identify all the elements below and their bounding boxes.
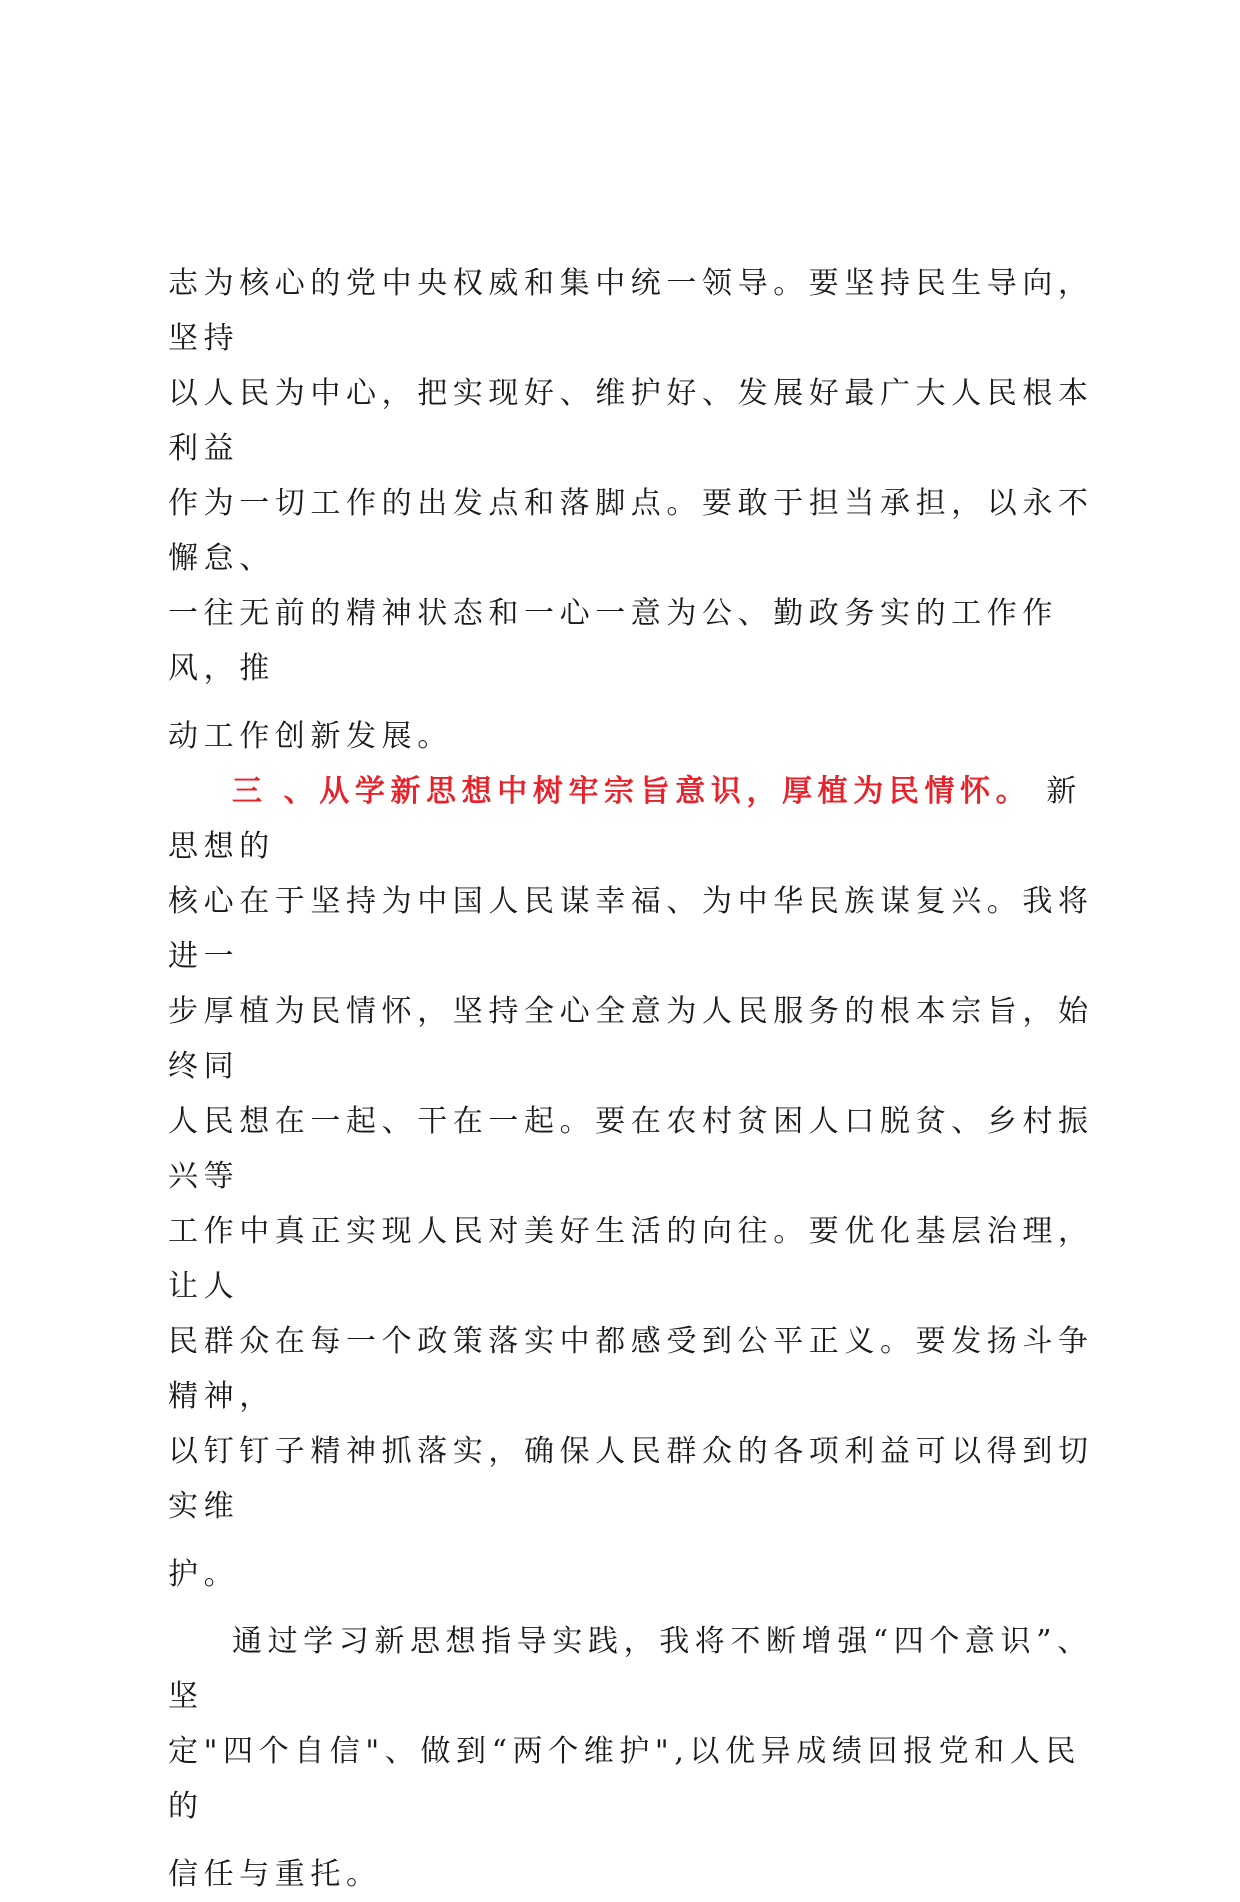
paragraph-1-last-line: 动工作创新发展。 bbox=[168, 719, 453, 754]
paragraph-3-line-2: 定"四个自信"、做到“两个维护",以优异成绩回报党和人民的 bbox=[168, 1734, 1082, 1824]
paragraph-2-line-3: 步厚植为民情怀，坚持全心全意为人民服务的根本宗旨，始终同 bbox=[168, 994, 1094, 1084]
paragraph-2-last-line: 护。 bbox=[168, 1557, 240, 1592]
document-body bbox=[168, 256, 1098, 1902]
paragraph-1-line-4: 一往无前的精神状态和一心一意为公、勤政务实的工作作风，推 bbox=[168, 596, 1058, 686]
paragraph-3 bbox=[168, 1614, 1098, 1902]
paragraph-2-line-4: 人民想在一起、干在一起。要在农村贫困人口脱贫、乡村振兴等 bbox=[168, 1104, 1094, 1194]
paragraph-2-line-5: 工作中真正实现人民对美好生活的向往。要优化基层治理，让人 bbox=[168, 1214, 1094, 1304]
paragraph-2-line-7: 以钉钉子精神抓落实，确保人民群众的各项利益可以得到切实维 bbox=[168, 1434, 1094, 1524]
paragraph-2 bbox=[168, 764, 1098, 1602]
paragraph-1-line-1: 志为核心的党中央权威和集中统一领导。要坚持民生导向，坚持 bbox=[168, 266, 1094, 356]
paragraph-1-line-3: 作为一切工作的出发点和落脚点。要敢于担当承担，以永不懈怠、 bbox=[168, 486, 1094, 576]
paragraph-2-line-6: 民群众在每一个政策落实中都感受到公平正义。要发扬斗争精神， bbox=[168, 1324, 1094, 1414]
paragraph-1-line-2: 以人民为中心，把实现好、维护好、发展好最广大人民根本利益 bbox=[168, 376, 1094, 466]
paragraph-2-first-line-rest: 新思想的 bbox=[168, 774, 1082, 864]
section-heading: 三 、从学新思想中树牢宗旨意识，厚植为民情怀。 bbox=[232, 774, 1032, 809]
paragraph-2-line-2: 核心在于坚持为中国人民谋幸福、为中华民族谋复兴。我将进一 bbox=[168, 884, 1094, 974]
paragraph-1 bbox=[168, 256, 1098, 764]
paragraph-3-line-1: 通过学习新思想指导实践，我将不断增强“四个意识”、坚 bbox=[168, 1624, 1093, 1714]
paragraph-3-last-line: 信任与重托。 bbox=[168, 1857, 382, 1892]
